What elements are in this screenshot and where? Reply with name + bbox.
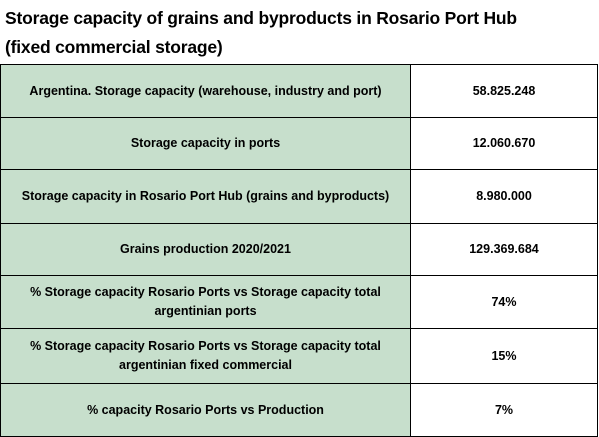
row-label: Argentina. Storage capacity (warehouse, industry and port) [1,65,411,118]
row-label: Storage capacity in ports [1,118,411,170]
title-line-1: Storage capacity of grains and byproducts in Rosario Port Hub [5,8,517,28]
table-row [1,65,598,118]
document-title [5,4,595,62]
table-row [1,384,598,437]
row-value: 58.825.248 [411,65,598,118]
table-row [1,118,598,170]
row-value: 74% [411,276,598,329]
row-label: % capacity Rosario Ports vs Production [1,384,411,437]
row-value: 15% [411,329,598,384]
row-label: % Storage capacity Rosario Ports vs Storage capacity total argentinian ports [1,276,411,329]
row-label: Grains production 2020/2021 [1,224,411,276]
row-value: 8.980.000 [411,170,598,224]
storage-capacity-table [0,64,598,437]
row-value: 12.060.670 [411,118,598,170]
row-value: 7% [411,384,598,437]
row-label: % Storage capacity Rosario Ports vs Storage capacity total argentinian fixed commercial [1,329,411,384]
row-value: 129.369.684 [411,224,598,276]
table-row [1,329,598,384]
table-row [1,276,598,329]
table-row [1,170,598,224]
table-row [1,224,598,276]
title-line-2: (fixed commercial storage) [5,37,223,57]
row-label: Storage capacity in Rosario Port Hub (grains and byproducts) [1,170,411,224]
